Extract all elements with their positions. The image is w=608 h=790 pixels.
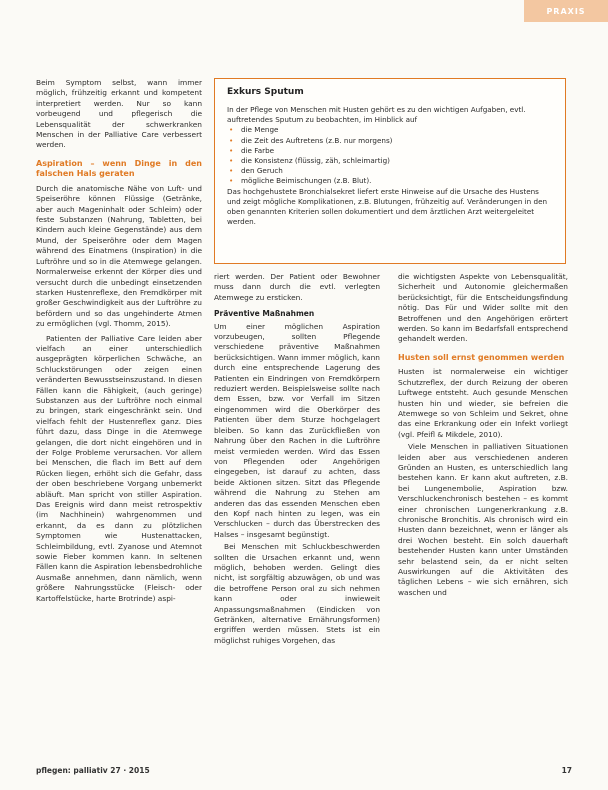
paragraph: Patienten der Palliative Care leiden aber vielfach an einer unterschiedlich ausgeprägten körperlichen Schwäche, an Schluckstörungen oder zeigen einen veränderten Bewusstseinszustand. In diesen Fällen kann die Fähigkeit, (auch geringe) Substanzen aus der Luftröhre noch einmal zu bringen, stark eingeschränkt sein. Und vielfach fehlt der Hustenreflex ganz. Dies führt dazu, dass Dinge in die Atemwege gelangen, die dort nicht eingehören und in der Folge Probleme verursachen. Vor allem bei Menschen, die flach im Bett auf dem Rücken liegen, erhöht sich die Gefahr, dass der oben beschriebene Vorgang unbemerkt abläuft. Man spricht von stiller Aspiration. Das Ereignis wird dann meist retrospektiv (im Nachhinein) wahrgenommen und erkannt, da es dann zu plötzlichen Symptomen wie Hustenattacken, Schleimbildung, evtl. Zyanose und Atemnot sowie Fieber kommen kann. In seltenen Fällen kann die Aspiration lebensbedrohliche Ausmaße annehmen, dann nämlich, wenn größere Nahrungsstücke (Fleisch- oder Kartoffelstücke, harte Brotrinde) aspi- [36, 333, 202, 603]
column-1 [36, 78, 202, 604]
box-title: Exkurs Sputum [227, 87, 304, 97]
list-item: • die Konsistenz (flüssig, zäh, schleimartig) [229, 156, 390, 166]
paragraph: Husten ist normalerweise ein wichtiger Schutzreflex, der durch Reizung der oberen Luftwege entsteht. Auch gesunde Menschen husten hin und wieder, sie befreien die Atemwege so von Schleim und Sekret, ohne das eine Erkrankung oder ein Infekt vorliegt (vgl. Pfeifl & Mikdele, 2010). [398, 367, 568, 439]
section-heading-aspiration: Aspiration – wenn Dinge in den falschen Hals geraten [36, 158, 202, 179]
sputum-criteria-list [227, 125, 553, 186]
column-3 [398, 272, 568, 598]
list-item: • die Farbe [229, 145, 275, 155]
bullet-icon: • [229, 125, 234, 135]
column-2 [214, 272, 380, 646]
paragraph: Bei Menschen mit Schluckbeschwerden sollten die Ursachen erkannt und, wenn möglich, behoben werden. Gelingt dies nicht, ist sorgfältig abzuwägen, ob und was die betroffene Person oral zu sich nehmen kann oder inwieweit Anpassungsmaßnahmen (Eindicken von Getränken, alternative Ernährungsformen) ergriffen werden müssen. Stets ist ein möglichst ruhiges Vorgehen, das [214, 542, 380, 645]
list-item: • die Menge [229, 125, 279, 135]
section-tab: PRAXIS [524, 0, 608, 22]
bullet-icon: • [229, 176, 234, 186]
bullet-icon: • [229, 135, 234, 145]
box-intro: In der Pflege von Menschen mit Husten gehört es zu den wichtigen Aufgaben, evtl. auftretendes Sputum zu beobachten, im Hinblick auf [227, 105, 526, 125]
section-heading-cough: Husten soll ernst genommen werden [398, 352, 565, 362]
journal-footer: pflegen: palliativ 27 · 2015 [36, 766, 150, 775]
paragraph: Viele Menschen in palliativen Situationen leiden aber aus verschiedenen anderen Gründen an Husten, es unterschiedlich lang bestehen kann. Er kann akut auftreten, z.B. bei Lungenembolie, Aspiration bzw. Verschluckenchronisch bestehen – es kommt einer chronischen Lungenerkrankung z.B. chronische Bronchitis. Als chronisch wird ein Husten dann bezeichnet, wenn er länger als drei Wochen besteht. Ein solch dauerhaft bestehender Husten kann unter Umständen sehr belastend sein, da er nicht selten Auswirkungen auf die Aktivitäten des täglichen Lebens – wie sich ernähren, sich waschen und [398, 442, 568, 597]
page-number: 17 [561, 766, 572, 775]
box-outro: Das hochgehustete Bronchialsekret liefert erste Hinweise auf die Ursache des Hustens und zeigt mögliche Komplikationen, z.B. Blutungen, frühzeitig auf. Veränderungen in den oben genannten Kriterien sollen dokumentiert und dem ärztlichen Arzt weitergeleitet werden. [227, 186, 548, 227]
list-item: • mögliche Beimischungen (z.B. Blut). [229, 176, 372, 186]
bullet-icon: • [229, 156, 234, 166]
paragraph: die wichtigsten Aspekte von Lebensqualität, Sicherheit und Autonomie gleichermaßen berücksichtigt, für die Entscheidungsfindung nötig. Das Für und Wider sollte mit den Betroffenen und den Angehörigen erörtert werden. So kann im Bedarfsfall entsprechend gehandelt werden. [398, 272, 568, 344]
list-item: • die Zeit des Auftretens (z.B. nur morgens) [229, 135, 393, 145]
list-item: • den Geruch [229, 166, 283, 176]
paragraph: Um einer möglichen Aspiration vorzubeugen, sollten Pflegende verschiedene präventive Maßnahmen berücksichtigen. Wann immer möglich, kann durch eine entsprechende Lagerung des Patienten ein Eindringen von Fremdkörpern reduziert werden. Beispielsweise sollte nach dem Essen, bzw. vor Verfall im Sitzen eingenommen wird die Oberkörper des Patienten über dem Sturze hochgelagert bleiben. So kann das Zurückfließen von Nahrung über den Rachen in die Luftröhre meist vermieden werden. Wird das Essen von Pflegenden oder Angehörigen eingegeben, ist darauf zu achten, dass beide Aktionen sitzen. Sitzt das Pflegende während die Nahrung zu Stehen am anderen das das essenden Menschen eben den Kopf nach hinten zu legen, was ein Verschlucken – durch das Überstrecken des Halses – insgesamt begünstigt. [214, 321, 380, 539]
intro-paragraph: Beim Symptom selbst, wann immer möglich, frühzeitig erkannt und kompetent interpretiert werden. Nur so kann vorbeugend und pflegerisch die Lebensqualität der schwerkranken Menschen in der Palliative Care verbessert werden. [36, 78, 202, 150]
sputum-excursus-box [214, 78, 566, 264]
subheading-preventive: Präventive Maßnahmen [214, 309, 315, 319]
paragraph: Durch die anatomische Nähe von Luft- und Speiseröhre können Flüssige (Getränke, aber auch Mageninhalt oder Schleim) oder feste Substanzen (Nahrung, Tabletten, bei Kindern auch kleine Gegenstände) aus dem Mund, der Speiseröhre oder dem Magen während des Einatmens (Inspiration) in die Luftröhre und so in die Atemwege gelangen. Normalerweise erkennt der Körper dies und versucht durch die unbedingt einsetzenden starken Hustenreflexe, den Fremdkörper mit großer Geschwindigkeit aus der Luftröhre zu befördern und so das ungehinderte Atmen zu ermöglichen (vgl. Thomm, 2015). [36, 183, 202, 329]
bullet-icon: • [229, 145, 234, 155]
paragraph: riert werden. Der Patient oder Bewohner muss dann durch die evtl. verlegten Atemwege zu ersticken. [214, 272, 380, 302]
bullet-icon: • [229, 166, 234, 176]
